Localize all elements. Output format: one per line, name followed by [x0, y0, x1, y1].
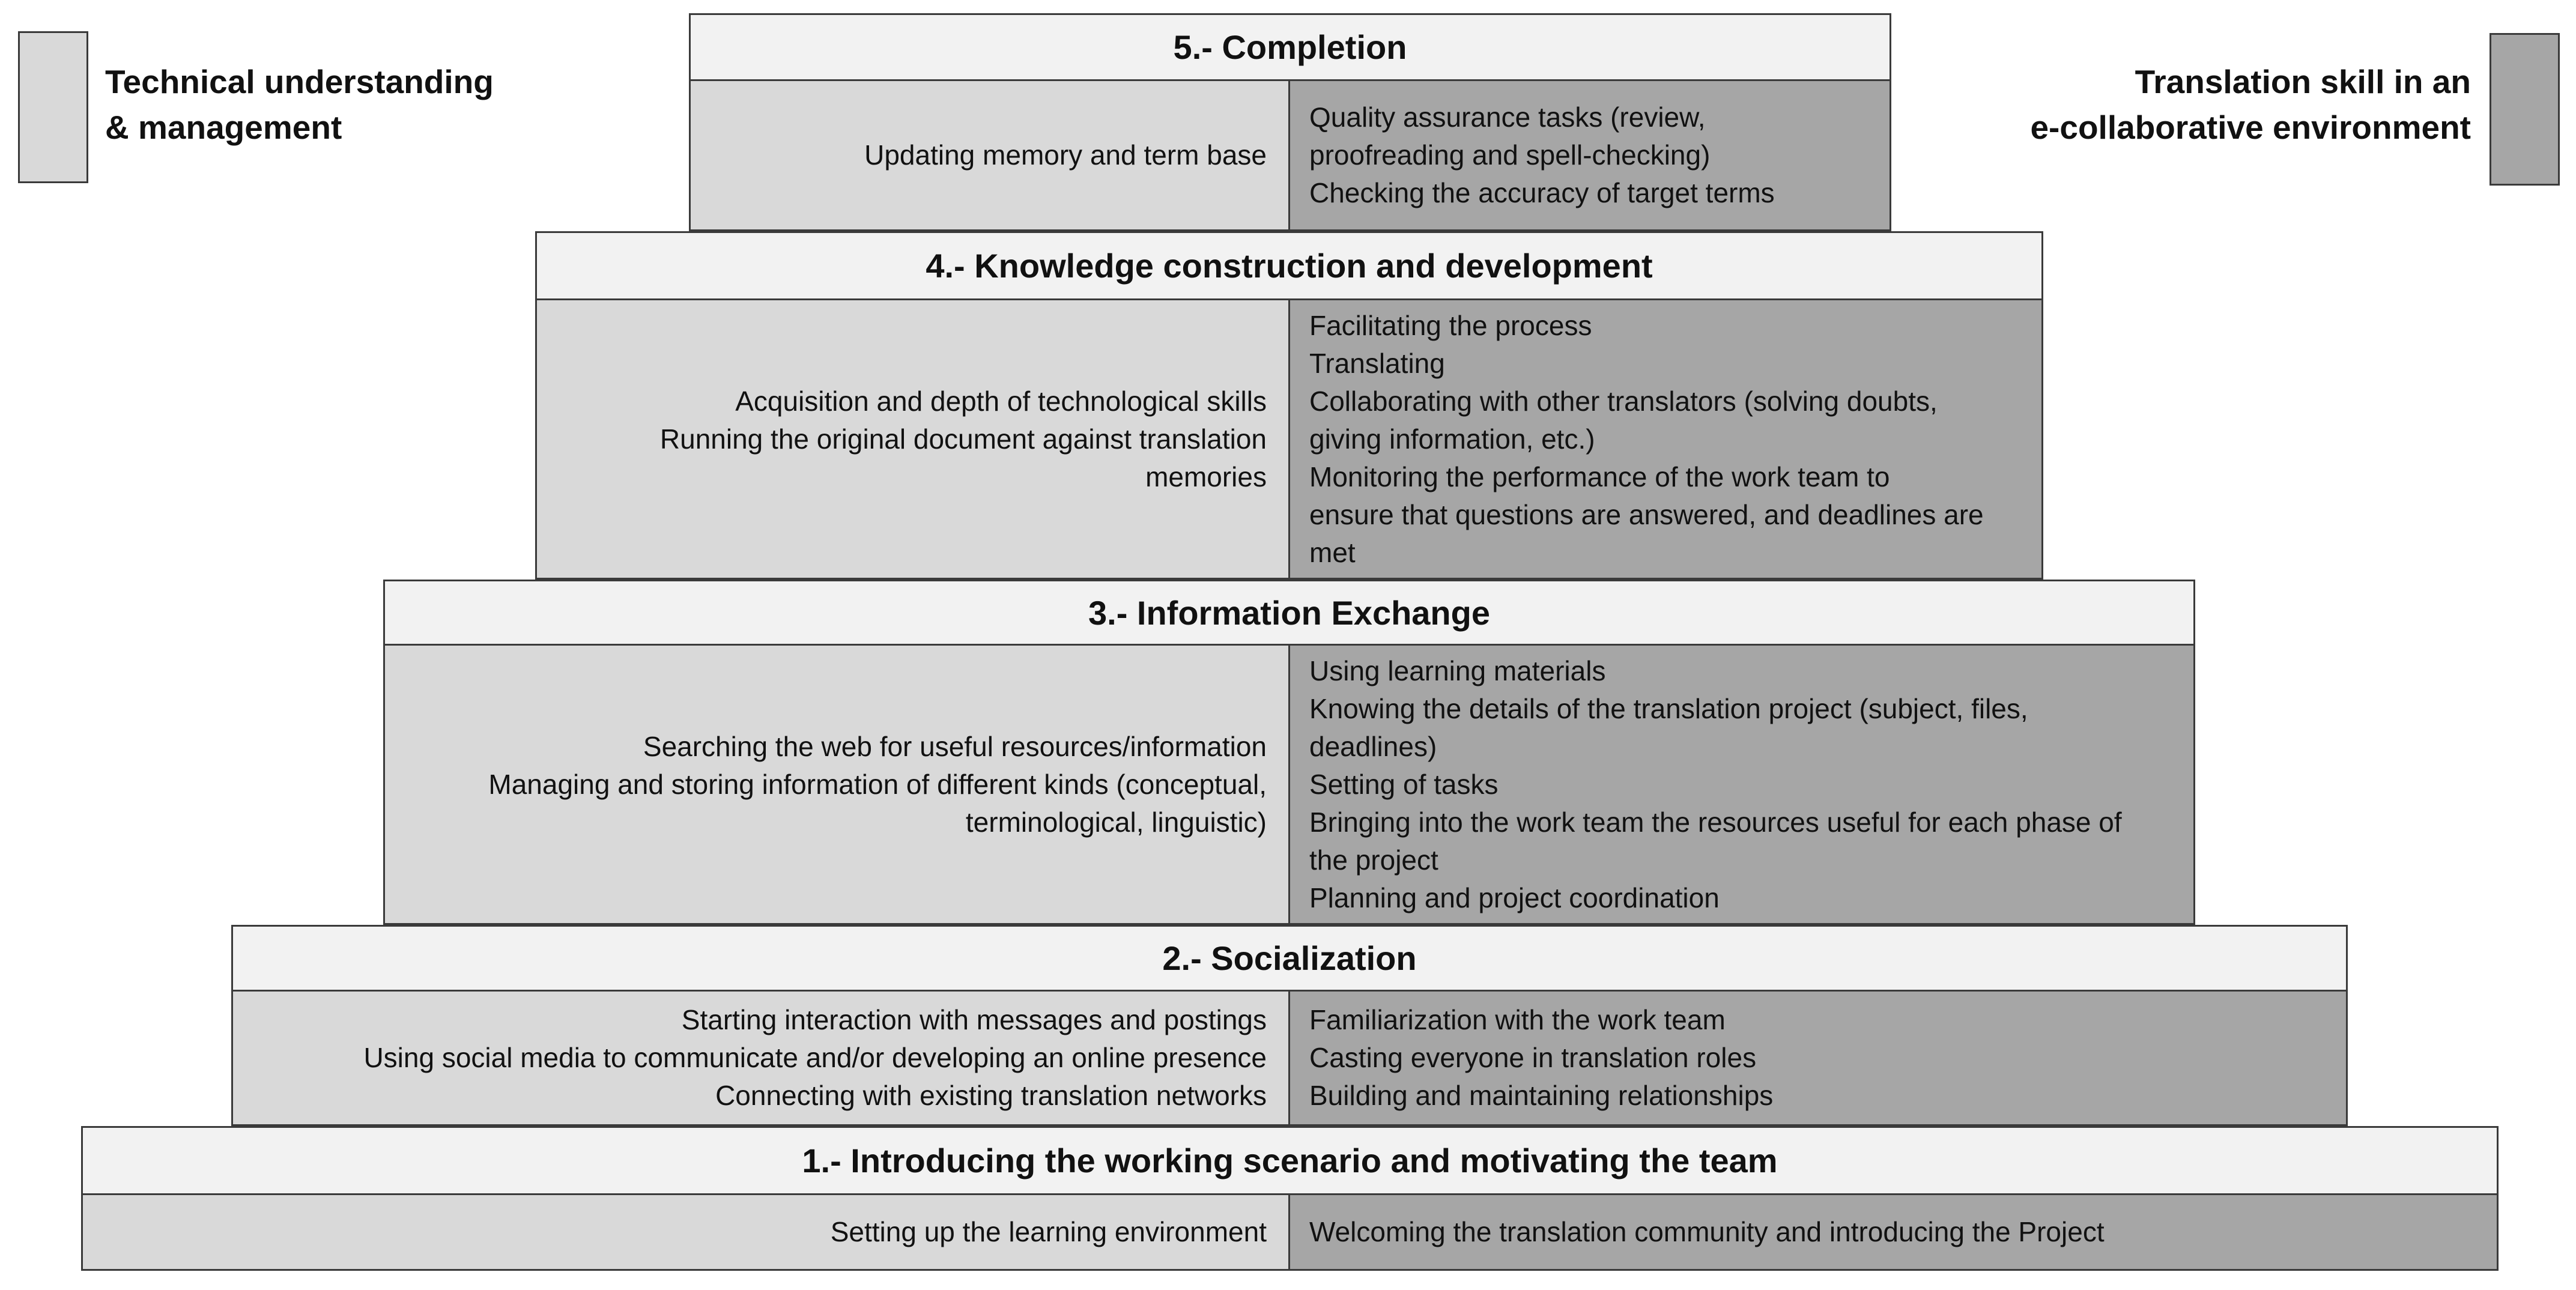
translation-cell [1290, 992, 2348, 1126]
technical-item: Starting interaction with messages and postings [681, 1004, 1267, 1035]
tier-header [535, 231, 2043, 300]
legend-label-translation: Translation skill in an e-collaborative environment [2030, 63, 2471, 146]
technical-item: Updating memory and term base [864, 139, 1267, 171]
translation-item: Planning and project coordination [1309, 882, 1720, 913]
technical-item: Acquisition and depth of technological skills [735, 385, 1267, 417]
translation-item: Knowing the details of the translation project (subject, files, [1309, 692, 2028, 724]
legend-swatch-translation [2490, 33, 2560, 186]
technical-cell [81, 1195, 1290, 1271]
tier-header [383, 580, 2195, 646]
technical-item: Managing and storing information of different kinds (conceptual, [488, 768, 1267, 800]
legend-swatch-technical [18, 31, 88, 183]
tier-5-completion [689, 13, 1891, 231]
technical-item: Using social media to communicate and/or developing an online presence [363, 1042, 1267, 1073]
translation-cell [1290, 300, 2043, 580]
tier-3-information-exchange [383, 580, 2195, 925]
tier-title: 5.- Completion [1173, 28, 1407, 66]
technical-cell [689, 81, 1290, 231]
translation-item: Building and maintaining relationships [1309, 1080, 1774, 1111]
translation-item: Translating [1309, 347, 1445, 379]
translation-cell [1290, 1195, 2499, 1271]
technical-item: Searching the web for useful resources/information [643, 730, 1267, 762]
translation-item: Casting everyone in translation roles [1309, 1042, 1757, 1073]
translation-item: the project [1309, 844, 1438, 876]
technical-cell [231, 992, 1290, 1126]
tier-title: 3.- Information Exchange [1088, 593, 1490, 632]
translation-item: Quality assurance tasks (review, [1309, 101, 1706, 133]
tier-2-socialization [231, 925, 2348, 1126]
translation-cell [1290, 646, 2195, 925]
translation-item: Using learning materials [1309, 655, 1606, 686]
technical-item: Setting up the learning environment [830, 1216, 1267, 1247]
technical-item: terminological, linguistic) [965, 806, 1267, 838]
translation-item: Facilitating the process [1309, 309, 1592, 341]
technical-item: Running the original document against translation [659, 423, 1267, 455]
translation-item: Monitoring the performance of the work team to [1309, 461, 1890, 492]
tier-header [231, 925, 2348, 992]
legend-label-technical: Technical understanding & management [105, 63, 494, 146]
translation-item: Checking the accuracy of target terms [1309, 177, 1775, 208]
translation-item: ensure that questions are answered, and deadlines are [1309, 498, 1984, 530]
tier-title: 4.- Knowledge construction and development [926, 247, 1653, 285]
translation-item: Familiarization with the work team [1309, 1004, 1726, 1035]
translation-item: Setting of tasks [1309, 768, 1499, 800]
translation-item: Bringing into the work team the resources useful for each phase of [1309, 806, 2122, 838]
technical-cell [383, 646, 1290, 925]
tier-header [81, 1126, 2499, 1195]
translation-item: met [1309, 536, 1356, 568]
translation-item: Welcoming the translation community and introducing the Project [1309, 1216, 2105, 1247]
translation-item: proofreading and spell-checking) [1309, 139, 1711, 171]
translation-item: giving information, etc.) [1309, 423, 1595, 455]
translation-item: deadlines) [1309, 730, 1437, 762]
tier-1-introducing-scenario [81, 1126, 2499, 1271]
technical-item: Connecting with existing translation networks [715, 1080, 1267, 1111]
translation-item: Collaborating with other translators (solving doubts, [1309, 385, 1938, 417]
tier-4-knowledge-construction [535, 231, 2043, 580]
tier-title: 2.- Socialization [1162, 939, 1417, 977]
technical-item: memories [1145, 461, 1267, 492]
technical-cell [535, 300, 1290, 580]
tier-title: 1.- Introducing the working scenario and motivating the team [802, 1142, 1778, 1179]
translation-cell [1290, 81, 1891, 231]
tier-header [689, 13, 1891, 81]
